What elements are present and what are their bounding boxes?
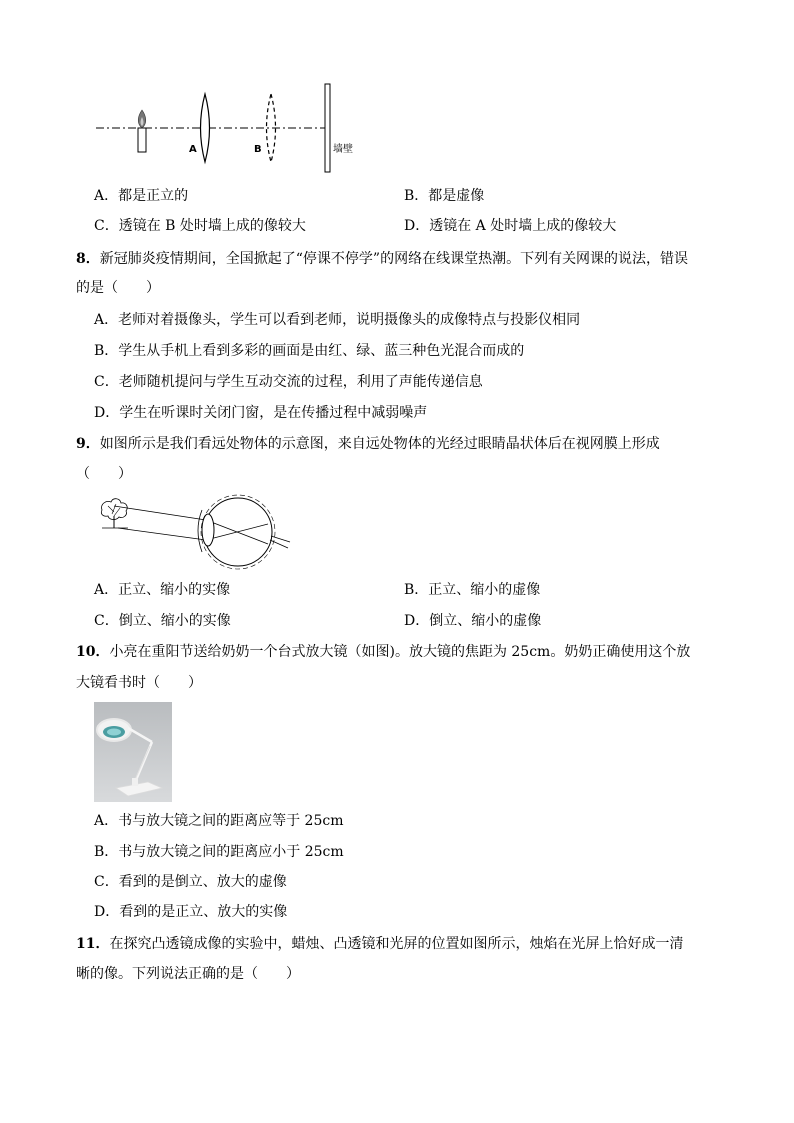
q8-stem bbox=[76, 249, 688, 269]
q7-option-b: B．都是虚像 bbox=[404, 188, 485, 204]
q10-option-a: A．书与放大镜之间的距离应等于 25cm bbox=[94, 813, 344, 829]
wall-icon bbox=[325, 84, 330, 172]
q11-stem-line1: 在探究凸透镜成像的实验中，蜡烛、凸透镜和光屏的位置如图所示，烛焰在光屏上恰好成一清 bbox=[109, 936, 684, 952]
q11-stem-line2: 晰的像。下列说法正确的是（ ） bbox=[76, 966, 300, 982]
q7-option-d: D．透镜在 A 处时墙上成的像较大 bbox=[404, 218, 617, 234]
q8-number: 8． bbox=[76, 251, 100, 267]
q8-option-c: C．老师随机提问与学生互动交流的过程，利用了声能传递信息 bbox=[94, 374, 483, 390]
candle-icon bbox=[138, 110, 146, 152]
q10-option-c: C．看到的是倒立、放大的虚像 bbox=[94, 874, 287, 890]
q9-stem-line2: （ ） bbox=[76, 466, 132, 482]
q8-option-d: D．学生在听课时关闭门窗，是在传播过程中减弱噪声 bbox=[94, 405, 428, 421]
lens-a-icon bbox=[201, 94, 210, 162]
q9-stem bbox=[76, 434, 660, 454]
q7-option-a: A．都是正立的 bbox=[94, 188, 189, 204]
q11-stem bbox=[76, 934, 683, 954]
q9-option-d: D．倒立、缩小的虚像 bbox=[404, 613, 542, 629]
q8-option-b: B．学生从手机上看到多彩的画面是由红、绿、蓝三种色光混合而成的 bbox=[94, 343, 525, 359]
q11-number: 11． bbox=[76, 936, 110, 952]
q10-stem-line1: 小亮在重阳节送给奶奶一个台式放大镜（如图)。放大镜的焦距为 25cm。奶奶正确使用这个放 bbox=[109, 644, 691, 660]
label-b: B bbox=[254, 144, 262, 155]
crystalline-lens-icon bbox=[202, 514, 214, 546]
q10-stem-line2: 大镜看书时（ ） bbox=[76, 675, 202, 691]
q10-option-d: D．看到的是正立、放大的实像 bbox=[94, 904, 288, 920]
lens-wall-figure bbox=[90, 80, 370, 176]
q8-stem-line2: 的是（ ） bbox=[76, 280, 160, 296]
q7-option-c: C．透镜在 B 处时墙上成的像较大 bbox=[94, 218, 306, 234]
tree-icon bbox=[101, 499, 128, 528]
q10-option-b: B．书与放大镜之间的距离应小于 25cm bbox=[94, 844, 344, 860]
q9-option-b: B．正立、缩小的虚像 bbox=[404, 582, 541, 598]
q8-stem-line1: 新冠肺炎疫情期间，全国掀起了“停课不停学”的网络在线课堂热潮。下列有关网课的说法，错误 bbox=[99, 251, 689, 267]
q8-option-a: A．老师对着摄像头，学生可以看到老师，说明摄像头的成像特点与投影仪相同 bbox=[94, 312, 581, 328]
q10-number: 10． bbox=[76, 644, 110, 660]
q10-stem bbox=[76, 642, 690, 662]
label-a: A bbox=[189, 144, 197, 155]
desk-magnifier-photo bbox=[94, 702, 172, 802]
eye-figure bbox=[96, 492, 296, 572]
label-wall: 墙壁 bbox=[333, 144, 353, 155]
q9-number: 9． bbox=[76, 436, 100, 452]
q9-stem-line1: 如图所示是我们看远处物体的示意图，来自远处物体的光经过眼睛晶状体后在视网膜上形成 bbox=[99, 436, 660, 452]
q9-option-c: C．倒立、缩小的实像 bbox=[94, 613, 231, 629]
q9-option-a: A．正立、缩小的实像 bbox=[94, 582, 231, 598]
